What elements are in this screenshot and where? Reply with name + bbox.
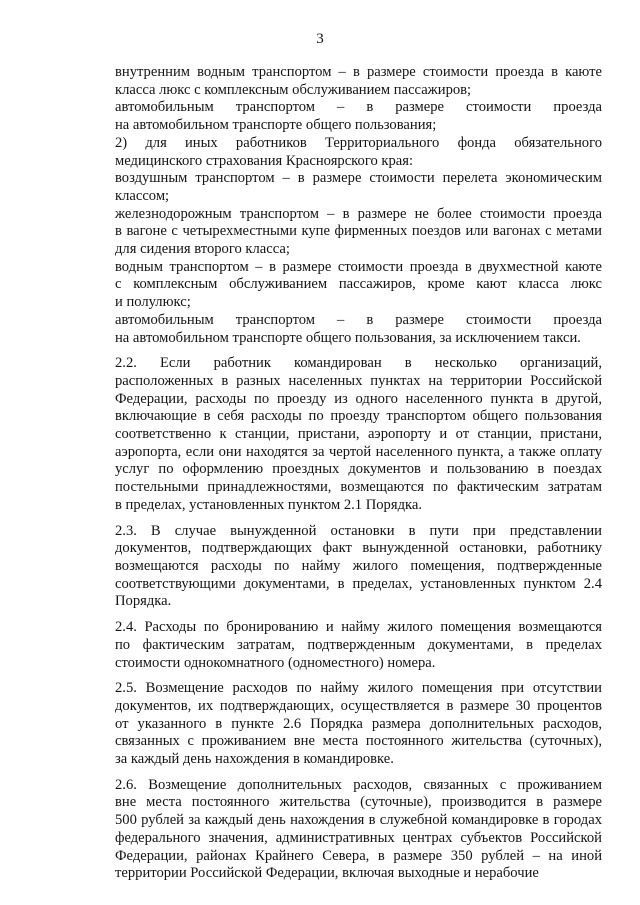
text-line: соответственно к станции, пристани, аэропорту и от станции, пристани,	[115, 426, 602, 443]
text-line: расположенных в разных населенных пунктах на территории Российской	[115, 372, 602, 389]
paragraph	[78, 312, 602, 347]
text-line: от указанного в пункте 2.6 Порядка размера дополнительных расходов,	[115, 715, 602, 732]
text-line: железнодорожным транспортом – в размере не более стоимости проезда	[115, 205, 602, 222]
text-line: автомобильным транспортом – в размере стоимости проезда	[115, 311, 602, 328]
text-line: вне места постоянного жительства (суточные), производится в размере	[115, 794, 602, 811]
paragraph	[78, 777, 602, 883]
text-line: 2) для иных работников Территориального фонда обязательного	[115, 134, 602, 151]
text-line: автомобильным транспортом – в размере стоимости проезда	[115, 99, 602, 116]
text-line: в пределах, установленных пунктом 2.1 Порядка.	[115, 496, 422, 513]
text-line: аэропорта, если они находятся за чертой населенного пункта, а также оплату	[115, 443, 602, 460]
paragraph-gap	[78, 611, 602, 619]
text-line: на автомобильном транспорте общего пользования;	[115, 117, 437, 134]
text-line: 2.2. Если работник командирован в несколько организаций,	[115, 355, 602, 372]
text-line: с комплексным обслуживанием пассажиров, кроме кают класса люкс	[115, 276, 602, 293]
page-number: 3	[316, 31, 324, 47]
text-line: 2.4. Расходы по бронированию и найму жилого помещения возмещаются	[115, 619, 602, 636]
text-line: водным транспортом – в размере стоимости проезда в двухместной каюте	[115, 258, 602, 275]
text-line: медицинского страхования Красноярского края:	[115, 152, 414, 169]
text-line: на автомобильном транспорте общего пользования, за исключением такси.	[115, 329, 581, 346]
paragraph	[78, 355, 602, 514]
document-body	[78, 64, 602, 883]
text-line: Порядка.	[115, 593, 172, 610]
paragraph	[78, 680, 602, 769]
text-line: класса люкс с комплексным обслуживанием пассажиров;	[115, 81, 472, 98]
text-line: и полулюкс;	[115, 294, 191, 311]
text-line: по фактическим затратам, подтвержденным документами, в пределах	[115, 636, 602, 653]
text-line: стоимости однокомнатного (одноместного) номера.	[115, 654, 436, 671]
paragraph-gap	[78, 515, 602, 523]
text-line: 2.3. В случае вынужденной остановки в пути при представлении	[115, 522, 602, 539]
paragraph	[78, 99, 602, 134]
text-line: 2.6. Возмещение дополнительных расходов, связанных с проживанием	[115, 776, 602, 793]
text-line: за каждый день нахождения в командировке.	[115, 751, 394, 768]
paragraph-gap	[78, 672, 602, 680]
text-line: включающие в себя расходы по проезду транспортом общего пользования	[115, 408, 602, 425]
text-line: возмещаются расходы по найму жилого помещения, подтвержденные	[115, 557, 602, 574]
text-line: для сидения второго класса;	[115, 241, 290, 258]
paragraph	[78, 64, 602, 99]
text-line: 2.5. Возмещение расходов по найму жилого помещения при отсутствии	[115, 680, 602, 697]
paragraph	[78, 523, 602, 612]
paragraph	[78, 619, 602, 672]
text-line: внутренним водным транспортом – в размере стоимости проезда в каюте	[115, 64, 602, 80]
paragraph	[78, 206, 602, 259]
text-line: соответствующими документами, в пределах, установленных пунктом 2.4	[115, 575, 602, 592]
paragraph-gap	[78, 347, 602, 355]
text-line: в вагоне с четырехместными купе фирменных поездов или вагонах с метами	[115, 223, 602, 240]
text-line: воздушным транспортом – в размере стоимости перелета экономическим	[115, 170, 602, 187]
text-line: постельными принадлежностями, возмещаются по фактическим затратам	[115, 479, 602, 496]
text-line: федерального значения, административных центрах субъектов Российской	[115, 829, 602, 846]
text-line: документов, их подтверждающих, осуществляется в размере 30 процентов	[115, 697, 602, 714]
text-line: услуг по оформлению проездных документов и пользованию в поездах	[115, 461, 602, 478]
paragraph	[78, 259, 602, 312]
text-line: Федерации, расходы по проезду из одного населенного пункта в другой,	[115, 390, 602, 407]
paragraph	[78, 135, 602, 170]
text-line: документов, подтверждающих факт вынужденной остановки, работнику	[115, 540, 602, 557]
paragraph-gap	[78, 769, 602, 777]
text-line: территории Российской Федерации, включая выходные и нерабочие	[115, 865, 539, 882]
text-line: Федерации, районах Крайнего Севера, в размере 350 рублей – на иной	[115, 847, 602, 864]
text-line: 500 рублей за каждый день нахождения в служебной командировке в городах	[115, 812, 602, 829]
paragraph	[78, 170, 602, 205]
text-line: связанных с проживанием вне места постоянного жительства (суточных),	[115, 733, 602, 750]
text-line: классом;	[115, 187, 170, 204]
